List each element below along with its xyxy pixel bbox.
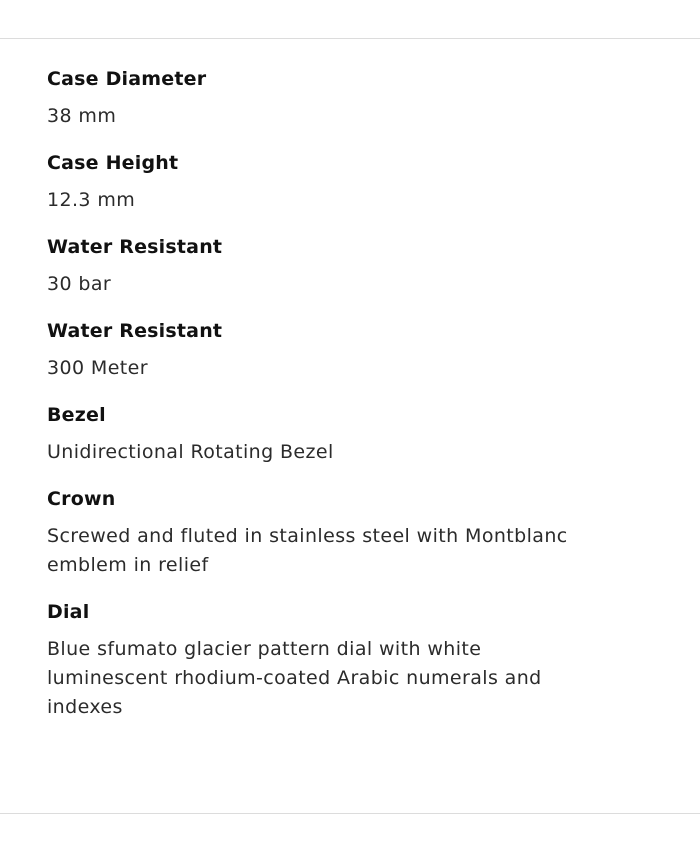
spec-case-height xyxy=(47,150,607,215)
spec-crown xyxy=(47,486,607,580)
bottom-divider xyxy=(0,813,700,814)
spec-label: Dial xyxy=(47,601,90,623)
spec-value: Unidirectional Rotating Bezel xyxy=(47,441,334,463)
top-divider xyxy=(0,38,700,39)
spec-value: 300 Meter xyxy=(47,357,148,379)
spec-label: Case Height xyxy=(47,152,179,174)
spec-label: Bezel xyxy=(47,404,106,426)
spec-value: 12.3 mm xyxy=(47,189,136,211)
spec-label: Case Diameter xyxy=(47,68,207,90)
spec-value: Screwed and fluted in stainless steel with Montblanc emblem in relief xyxy=(47,525,568,576)
spec-label: Crown xyxy=(47,488,116,510)
spec-value: 38 mm xyxy=(47,105,117,127)
spec-dial xyxy=(47,599,607,722)
spec-water-resistant-meter xyxy=(47,318,607,383)
spec-bezel xyxy=(47,402,607,467)
specifications-list xyxy=(47,66,607,741)
spec-value: Blue sfumato glacier pattern dial with white luminescent rhodium-coated Arabic numerals and indexes xyxy=(47,638,542,718)
spec-water-resistant-bar xyxy=(47,234,607,299)
spec-case-diameter xyxy=(47,66,607,131)
spec-value: 30 bar xyxy=(47,273,112,295)
spec-label: Water Resistant xyxy=(47,320,223,342)
spec-label: Water Resistant xyxy=(47,236,223,258)
